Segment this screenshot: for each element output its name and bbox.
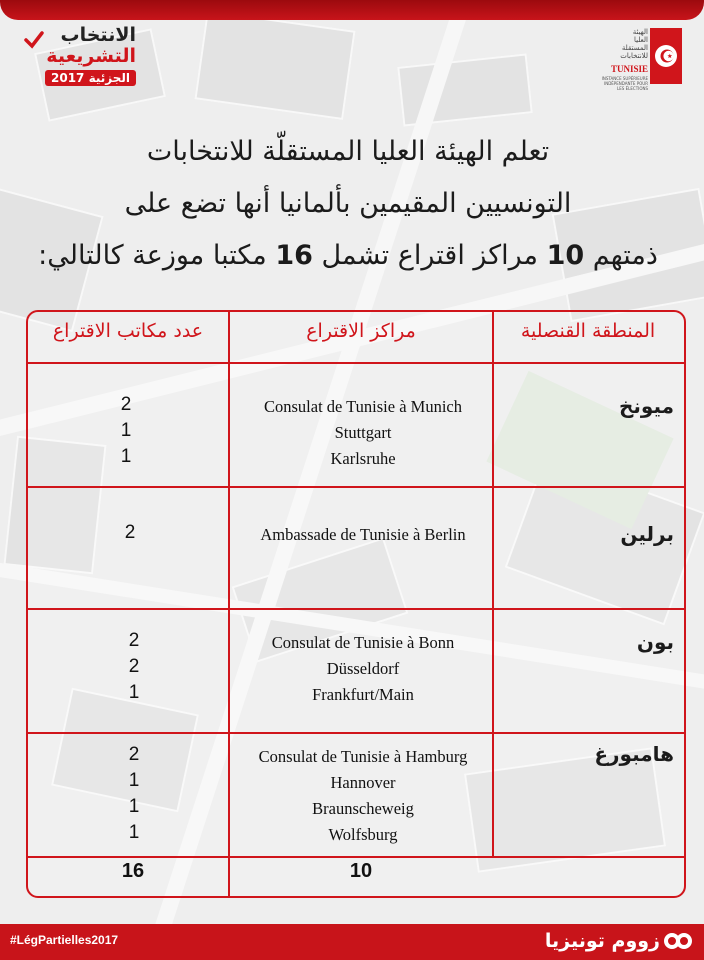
checkmark-icon [24,30,44,50]
list-item: 1 [128,822,140,843]
list-item: 1 [120,420,132,441]
hashtag: #LégPartielles2017 [10,933,119,947]
list-item: 2 [128,744,140,765]
offices-hamburg [114,742,154,846]
list-item: 2 [124,522,136,543]
region-munich: ميونخ [618,394,674,418]
headline-line1: تعلم الهيئة العليا المستقلّة للانتخابات [146,136,550,167]
isie-subtitle: INSTANCE SUPÉRIEURE INDÉPENDANTE POUR LES ÉLECTIONS [601,76,648,91]
centers-berlin [232,522,494,548]
list-item: 1 [128,682,140,703]
offices-bonn [114,628,154,706]
headline [20,126,676,282]
headline-line2: التونسيين المقيمين بألمانيا أنها تضع على [124,188,572,219]
top-bar [0,0,704,20]
list-item: 1 [120,446,132,467]
list-item: 2 [120,394,132,415]
list-item: Braunscheweig [312,799,414,818]
header-region: المنطقة القنصلية [520,320,656,342]
list-item: Consulat de Tunisie à Hamburg [258,747,468,766]
list-item: 2 [128,656,140,677]
list-item: Frankfurt/Main [312,685,414,704]
election-logo-line3: الجزئية 2017 [45,70,136,86]
list-item: 2 [128,630,140,651]
header-centers: مراكز الاقتراع [306,320,416,342]
centers-bonn [232,630,494,708]
total-offices: 16 [121,860,145,882]
list-item: Consulat de Tunisie à Munich [263,397,462,416]
list-item: 1 [128,770,140,791]
list-item: Wolfsburg [328,825,398,844]
region-bonn: بون [636,630,674,654]
list-item: Hannover [330,773,396,792]
region-berlin: برلين [620,522,674,546]
centers-munich [232,394,494,472]
total-centers: 10 [349,860,373,882]
offices-munich [106,392,146,470]
list-item: Consulat de Tunisie à Bonn [271,633,455,652]
election-logo-line1: الانتخاب [60,24,136,46]
headline-line3: ذمتهم 10 مراكز اقتراع تشمل 16 مكتبا موزعة كالتالي: [38,240,658,271]
list-item: Ambassade de Tunisie à Berlin [260,525,466,544]
zoom-tunisia-logo [545,928,692,954]
centers-hamburg [232,744,494,848]
tunisia-flag-icon [650,28,682,84]
list-item: Stuttgart [334,423,392,442]
polling-table [26,310,686,898]
isie-arabic-name: الهيئة العليا المستقلة للانتخابات [620,28,648,60]
list-item: Karlsruhe [330,449,396,468]
isie-name: TUNISIE [610,64,648,74]
election-logo [20,26,136,96]
brand-name: زووم تونيزيا [544,930,660,952]
list-item: Düsseldorf [326,659,400,678]
offices-count: 16 [275,240,313,271]
region-hamburg: هامبورغ [594,742,674,766]
zoom-circles-icon [664,933,692,949]
centers-count: 10 [546,240,585,271]
list-item: 1 [128,796,140,817]
offices-berlin [110,520,150,546]
isie-logo [596,24,688,96]
header-offices: عدد مكاتب الاقتراع [52,320,204,342]
election-logo-line2: التشريعية [46,45,136,67]
